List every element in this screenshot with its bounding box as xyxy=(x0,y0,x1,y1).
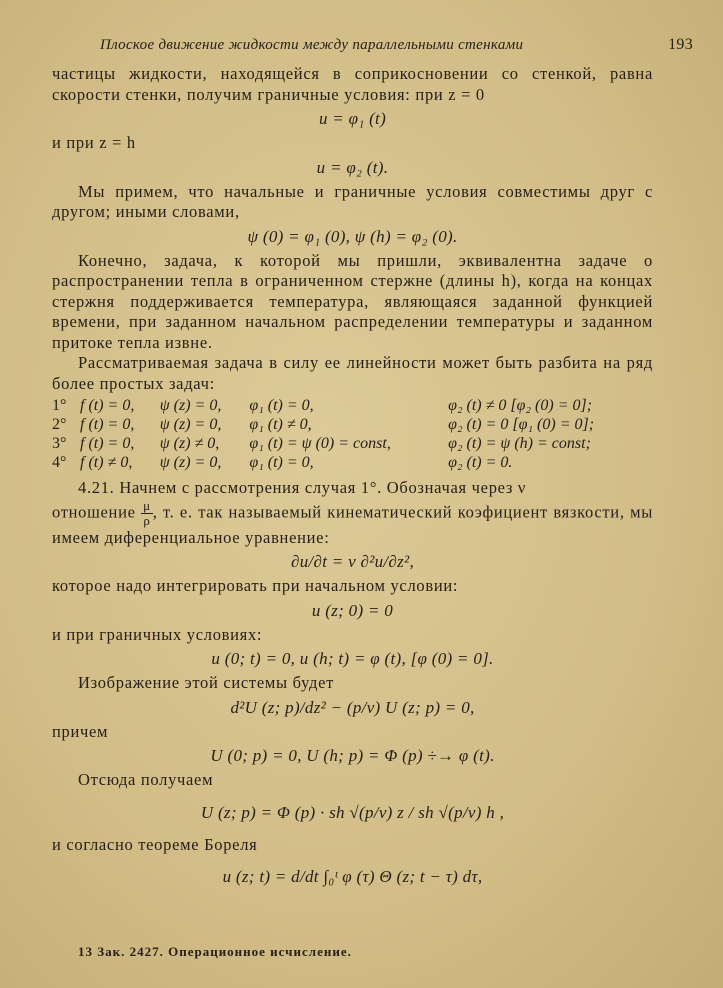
case-cell: ψ (z) = 0, xyxy=(159,454,222,471)
equation: U (0; p) = 0, U (h; p) = Φ (p) ÷→ φ (t). xyxy=(210,746,495,765)
case-row xyxy=(52,434,653,453)
fraction-numerator: μ xyxy=(143,497,151,513)
equation: d²U (z; p)/dz² − (p/ν) U (z; p) = 0, xyxy=(230,697,475,717)
case-number: 1° xyxy=(52,397,67,414)
case-cell: φ₁ (t) = 0, xyxy=(249,454,314,471)
paragraph xyxy=(52,499,653,549)
paragraph: которое надо интегрировать при начальном условии: xyxy=(52,576,459,595)
equation: u = φ₂ (t). xyxy=(316,157,389,177)
case-cell: f (t) = 0, xyxy=(80,416,135,433)
running-header xyxy=(52,36,693,54)
paragraph: Мы примем, что начальные и граничные условия совместимы друг с другом; иными словами, xyxy=(52,181,653,221)
fraction-denominator: ρ xyxy=(143,512,151,528)
paragraph: и согласно теореме Бореля xyxy=(52,834,258,854)
case-number: 2° xyxy=(52,416,67,433)
case-cell: f (t) = 0, xyxy=(80,397,135,414)
paragraph: 4.21. Начнем с рассмотрения случая 1°. Обозначая через ν xyxy=(78,478,527,497)
case-row xyxy=(52,415,653,434)
case-cell: φ₁ (t) ≠ 0, xyxy=(249,416,312,433)
case-cell: φ₂ (t) = 0. xyxy=(448,454,513,471)
equation: u (0; t) = 0, u (h; t) = φ (t), [φ (0) = 0]. xyxy=(211,649,494,668)
text-span: отношение xyxy=(52,501,136,521)
case-cell: ψ (z) = 0, xyxy=(159,416,222,433)
paragraph: частицы жидкости, находящейся в соприкосновении со стенкой, равна скорости стенки, получим граничные условия: при z = 0 xyxy=(52,64,653,104)
cases-table xyxy=(52,396,653,472)
case-row xyxy=(52,396,653,415)
equation: u (z; t) = d/dt ∫₀ᵗ φ (τ) Θ (z; t − τ) dτ, xyxy=(222,867,483,886)
header-title: Плоское движение жидкости между параллельными стенками xyxy=(100,37,524,53)
case-cell: ψ (z) = 0, xyxy=(159,397,222,414)
paragraph: Конечно, задача, к которой мы пришли, эквивалентна задаче о распространении тепла в ограниченном стержне (длины h), когда на концах стержня поддерживается температура, являющаяся заданной функцией времени, при заданном начальном распределении температуры и заданном притоке тепла извне. xyxy=(52,250,653,352)
paragraph: Рассматриваемая задача в силу ее линейности может быть разбита на ряд более простых задач: xyxy=(52,353,653,393)
case-cell: φ₁ (t) = 0, xyxy=(249,397,314,414)
case-cell: φ₁ (t) = ψ (0) = const, xyxy=(249,435,391,452)
case-cell: φ₂ (t) = ψ (h) = const; xyxy=(448,435,591,452)
case-cell: f (t) ≠ 0, xyxy=(80,454,133,471)
case-number: 3° xyxy=(52,435,67,452)
paragraph: и при z = h xyxy=(52,133,136,152)
paragraph: Изображение этой системы будет xyxy=(78,673,335,692)
fraction xyxy=(141,499,153,528)
case-row xyxy=(52,453,653,472)
case-cell: φ₂ (t) ≠ 0 [φ₂ (0) = 0]; xyxy=(448,397,593,414)
equation: ∂u/∂t = ν ∂²u/∂z², xyxy=(291,552,414,571)
page-number: 193 xyxy=(668,36,693,53)
case-cell: ψ (z) ≠ 0, xyxy=(159,435,220,452)
case-cell: f (t) = 0, xyxy=(80,435,135,452)
equation: u = φ₁ (t) xyxy=(318,109,387,128)
equation: U (z; p) = Φ (p) · sh √(p/ν) z / sh √(p/ν) h , xyxy=(200,802,505,822)
footer-signature: 13 Зак. 2427. Операционное исчисление. xyxy=(78,944,352,959)
equation: ψ (0) = φ₁ (0), ψ (h) = φ₂ (0). xyxy=(247,226,458,246)
paragraph: Отсюда получаем xyxy=(78,770,214,789)
case-number: 4° xyxy=(52,454,67,471)
text-span: , т. е. так называемый кинематический коэфициент вязкости, мы имеем диференциальное уравнение: xyxy=(52,501,654,547)
paragraph: причем xyxy=(52,721,109,741)
case-cell: φ₂ (t) = 0 [φ₁ (0) = 0]; xyxy=(448,416,595,433)
paragraph: и при граничных условиях: xyxy=(52,624,263,644)
equation: u (z; 0) = 0 xyxy=(311,600,394,620)
